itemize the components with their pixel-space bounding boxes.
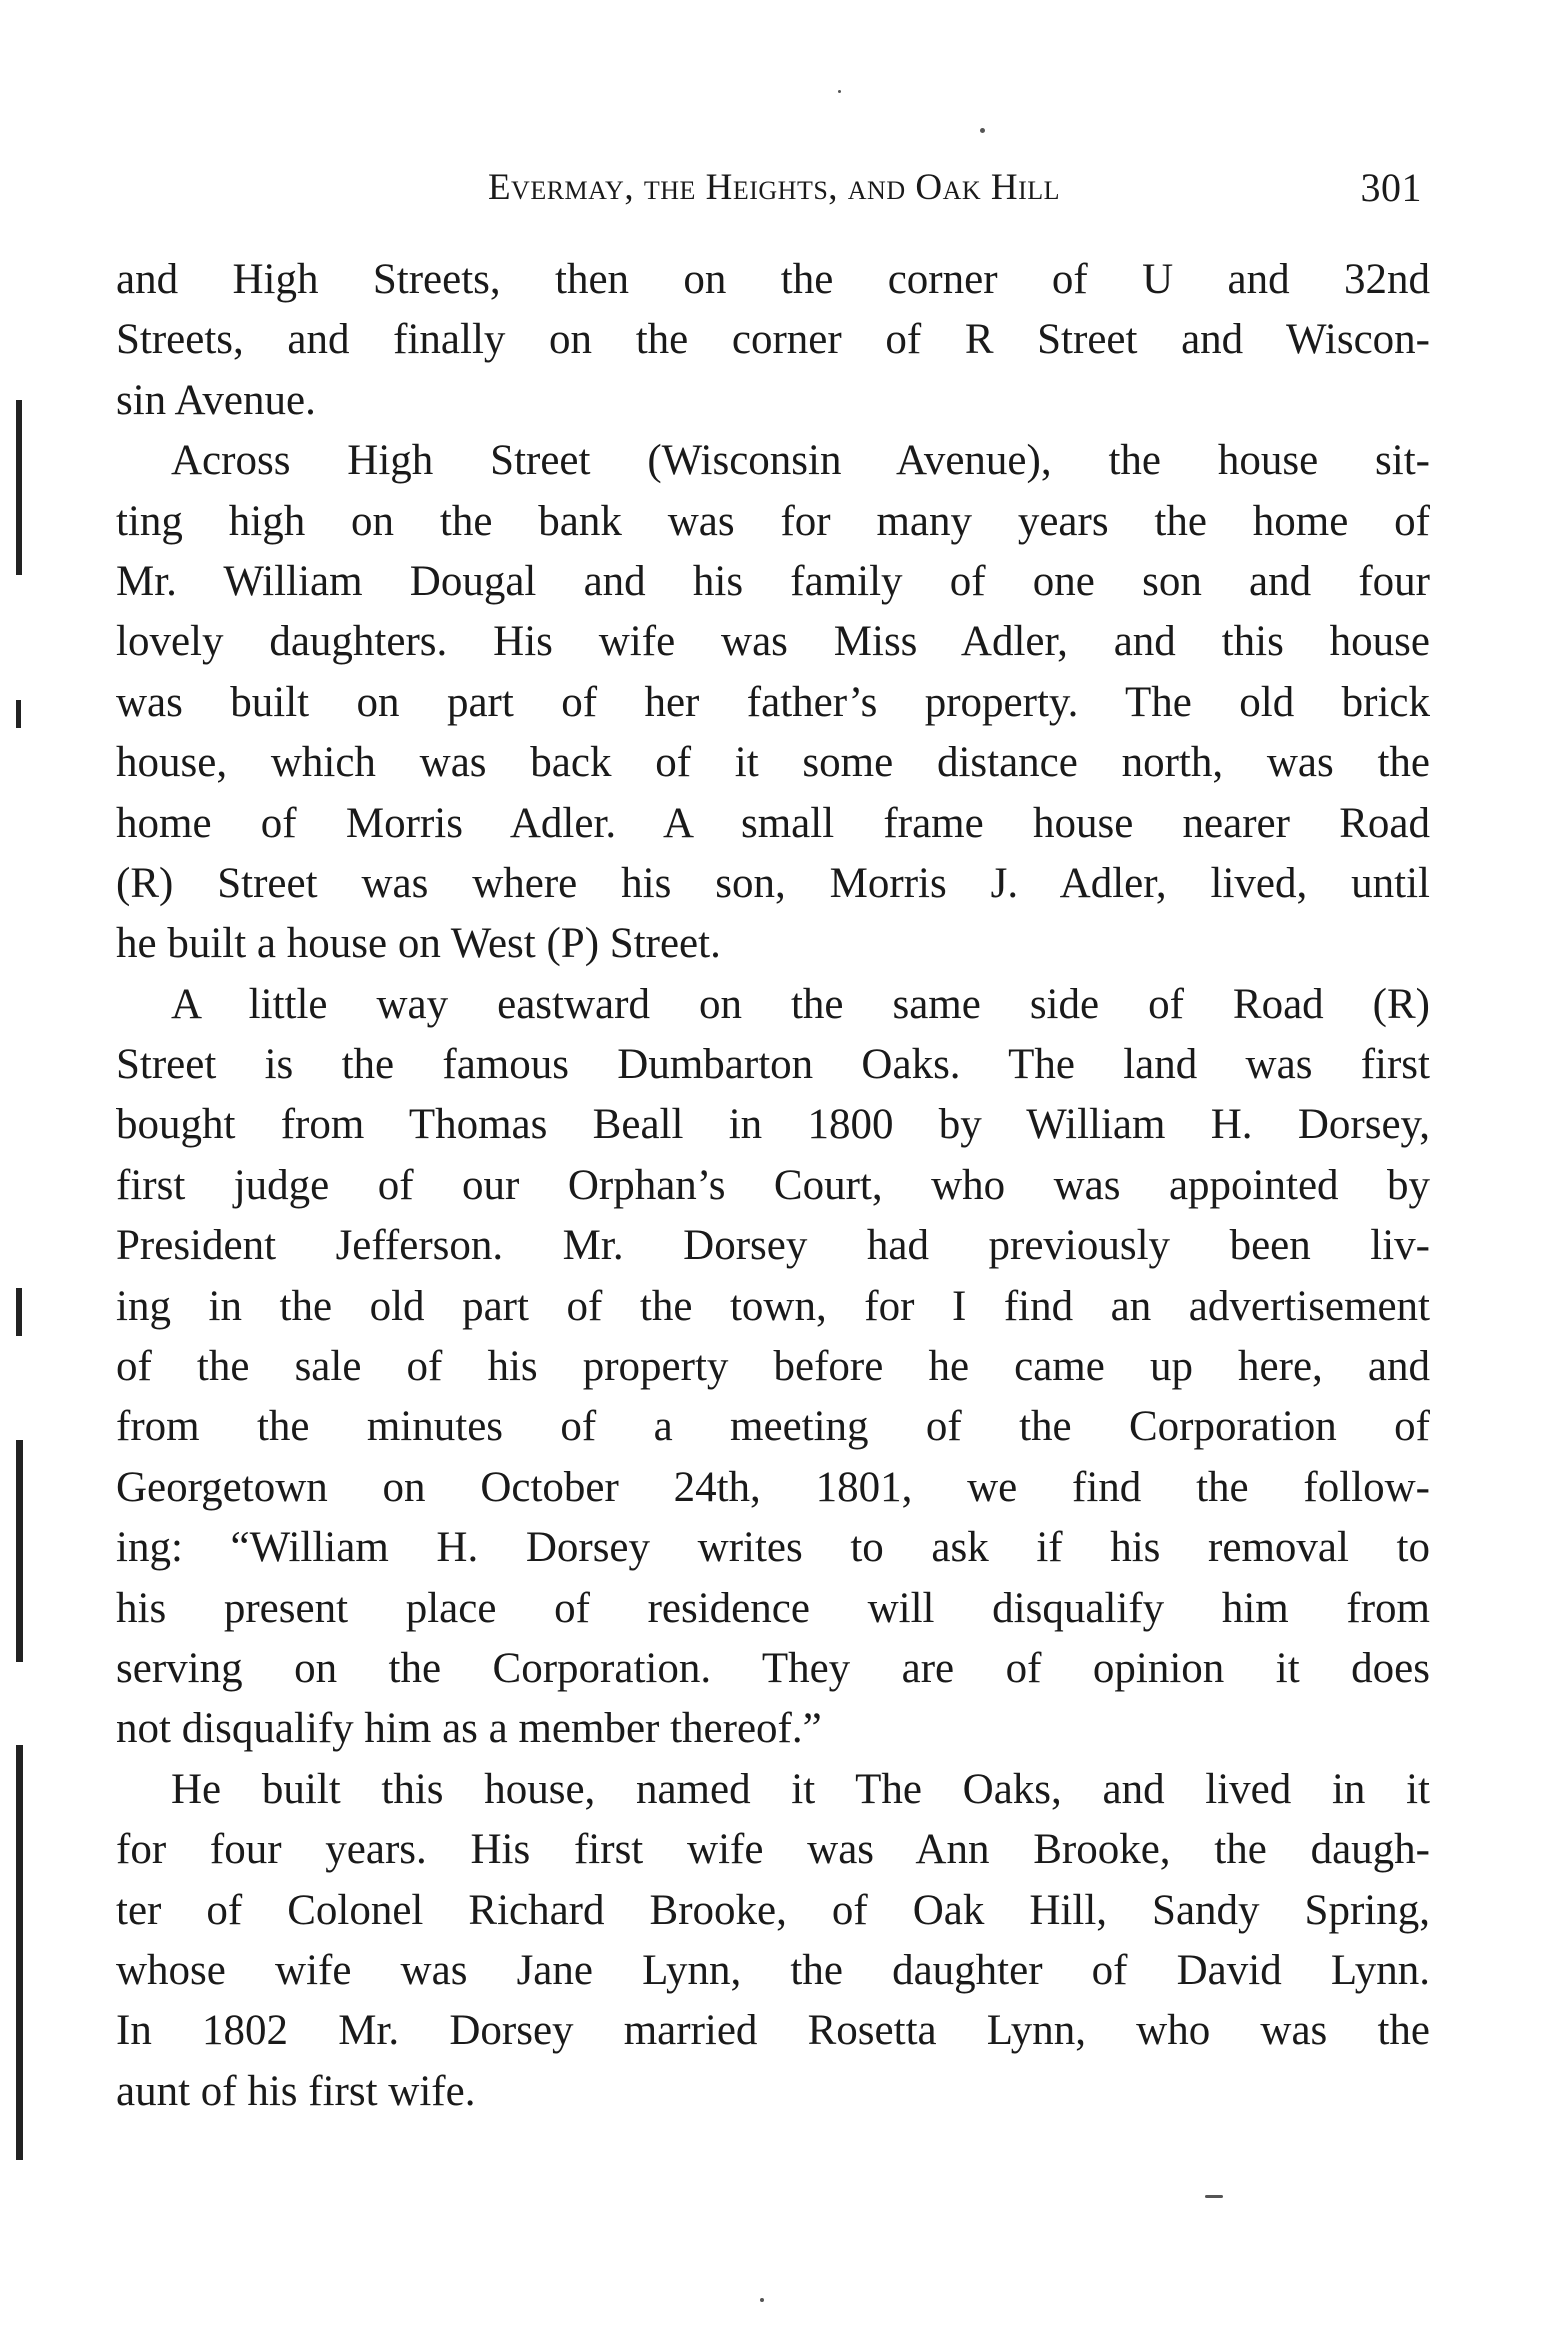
scan-speck <box>1205 2195 1223 2198</box>
scan-speck <box>980 128 985 133</box>
text-line: ting high on the bank was for many years the home of <box>116 497 1430 545</box>
text-line: sin Avenue. <box>116 376 316 424</box>
text-line: and High Streets, then on the corner of U and 32nd <box>116 256 1430 303</box>
text-line: Georgetown on October 24th, 1801, we find the follow- <box>116 1463 1430 1511</box>
scan-speck <box>760 2298 764 2302</box>
text-line: President Jefferson. Mr. Dorsey had previously been liv- <box>116 1222 1430 1270</box>
text-line: whose wife was Jane Lynn, the daughter of David Lynn. <box>116 1946 1430 1994</box>
text-line: first judge of our Orphan’s Court, who was appointed by <box>116 1161 1430 1209</box>
text-line: Mr. William Dougal and his family of one son and four <box>116 557 1430 605</box>
running-title-text: Evermay, the Heights, and Oak Hill <box>487 167 1061 208</box>
text-line: not disqualify him as a member thereof.” <box>116 1705 822 1753</box>
scan-margin-mark <box>16 700 21 728</box>
text-line: In 1802 Mr. Dorsey married Rosetta Lynn, who was the <box>116 2007 1430 2055</box>
text-line: He built this house, named it The Oaks, and lived in it <box>171 1765 1430 1813</box>
text-line: ter of Colonel Richard Brooke, of Oak Hill, Sandy Spring, <box>116 1886 1430 1934</box>
text-line: he built a house on West (P) Street. <box>116 920 721 968</box>
text-line: lovely daughters. His wife was Miss Adler, and this house <box>116 618 1430 666</box>
text-line: of the sale of his property before he came up here, and <box>116 1343 1430 1391</box>
text-line: his present place of residence will disqualify him from <box>116 1584 1430 1632</box>
text-line: from the minutes of a meeting of the Corporation of <box>116 1403 1430 1451</box>
page-number: 301 <box>1360 165 1422 210</box>
running-title <box>118 158 1430 218</box>
scan-margin-mark <box>16 1745 23 2160</box>
text-line: ing: “William H. Dorsey writes to ask if his removal to <box>116 1524 1430 1572</box>
scan-speck <box>838 90 841 93</box>
scan-margin-mark <box>16 1288 22 1336</box>
text-line: Streets, and finally on the corner of R Street and Wiscon- <box>116 316 1430 364</box>
text-line: house, which was back of it some distance north, was the <box>116 739 1430 787</box>
text-line: bought from Thomas Beall in 1800 by William H. Dorsey, <box>116 1101 1430 1149</box>
text-line: (R) Street was where his son, Morris J. Adler, lived, until <box>116 859 1430 907</box>
text-line: for four years. His first wife was Ann Brooke, the daugh- <box>116 1826 1430 1874</box>
scan-margin-mark <box>16 1440 23 1662</box>
paragraph-2 <box>116 431 1430 975</box>
text-line: Street is the famous Dumbarton Oaks. The land was first <box>116 1041 1430 1089</box>
text-line: home of Morris Adler. A small frame house nearer Road <box>116 799 1430 847</box>
body-text <box>116 250 1430 2122</box>
paragraph-1 <box>116 250 1430 431</box>
paragraph-4 <box>116 1760 1430 2122</box>
text-line: A little way eastward on the same side of Road (R) <box>171 980 1430 1028</box>
paragraph-3 <box>116 975 1430 1760</box>
scan-margin-mark <box>16 400 22 575</box>
text-line: ing in the old part of the town, for I find an advertisement <box>116 1282 1430 1330</box>
text-line: Across High Street (Wisconsin Avenue), the house sit- <box>171 437 1430 485</box>
text-line: was built on part of her father’s property. The old brick <box>116 678 1430 726</box>
running-header <box>118 158 1430 218</box>
text-line: aunt of his first wife. <box>116 2067 476 2115</box>
text-line: serving on the Corporation. They are of opinion it does <box>116 1644 1430 1692</box>
